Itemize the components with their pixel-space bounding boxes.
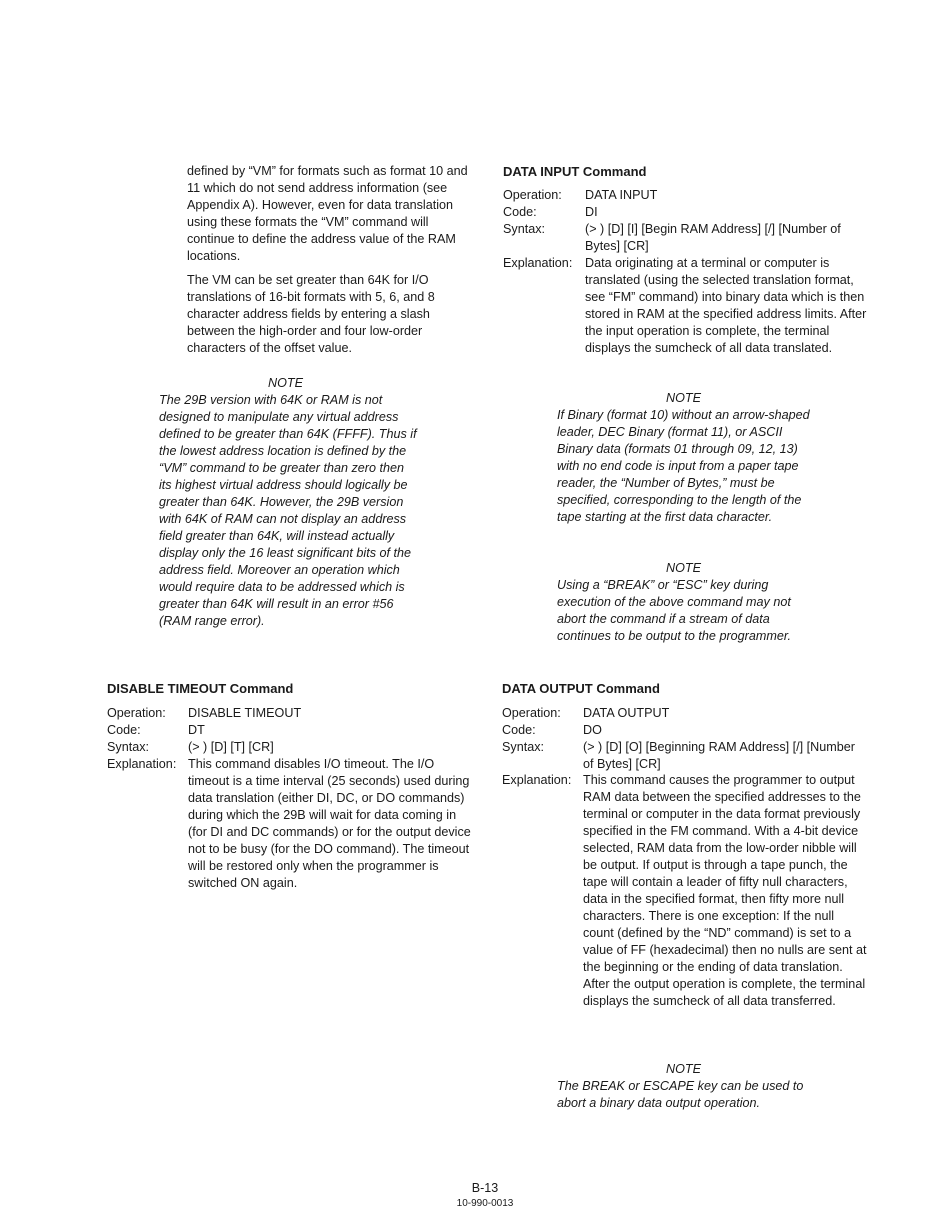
explanation-value: Data originating at a terminal or computer is translated (using the selected translation format, see “FM” command) into binary data which is then stored in RAM at the specified address limits. After the input operation is complete, the terminal displays the sumcheck of all data translated. (585, 256, 867, 355)
syntax-value: (> ) [D] [T] [CR] (188, 740, 274, 754)
data-input-note2-text: Using a “BREAK” or “ESC” key during execution of the above command may not abort the command if a stream of data continues to be output to the programmer. (557, 578, 792, 643)
disable-timeout-heading: DISABLE TIMEOUT Command (107, 681, 294, 696)
operation-value: DISABLE TIMEOUT (188, 706, 302, 720)
explanation-value: This command causes the programmer to output RAM data between the specified addresses to the terminal or computer in the data format previously specified in the FM command. With a 4-bit device selected, RAM data from the low-order nibble will be output. If output is through a tape punch, the tape will contain a leader of fifty null characters, data in the specified format, then fifty more null characters. There is one exception: If the null count (defined by the “ND” command) is set to a value of FF (hexadecimal) then no nulls are sent at the beginning or the ending of data translation. After the output operation is complete, the terminal displays the sumcheck of all data transferred. (583, 773, 867, 1008)
disable-timeout-syntax-row (107, 739, 472, 756)
data-input-heading: DATA INPUT Command (503, 164, 647, 179)
code-label: Code: (107, 723, 141, 737)
data-output-operation-row (502, 705, 868, 722)
data-output-heading: DATA OUTPUT Command (502, 681, 660, 696)
data-input-explanation-row (503, 255, 870, 357)
syntax-label: Syntax: (503, 222, 545, 236)
vm-paragraph-1: defined by “VM” for formats such as format 10 and 11 which do not send address information (see Appendix A). However, even for data translation using these formats the “VM” command will continue to define the address value of the RAM locations. (187, 164, 468, 263)
operation-label: Operation: (503, 188, 562, 202)
explanation-label: Explanation: (502, 773, 572, 787)
data-input-operation-row (503, 187, 870, 204)
code-label: Code: (503, 205, 537, 219)
syntax-value: (> ) [D] [O] [Beginning RAM Address] [/] [Number of Bytes] [CR] (583, 740, 855, 771)
data-output-explanation-row (502, 772, 868, 1010)
code-value: DI (585, 205, 598, 219)
operation-label: Operation: (502, 706, 561, 720)
vm-note-title: NOTE (268, 376, 303, 390)
disable-timeout-explanation-row (107, 756, 473, 892)
syntax-label: Syntax: (502, 740, 544, 754)
code-label: Code: (502, 723, 536, 737)
code-value: DT (188, 723, 205, 737)
syntax-value: (> ) [D] [I] [Begin RAM Address] [/] [Number of Bytes] [CR] (585, 222, 841, 253)
disable-timeout-operation-row (107, 705, 472, 722)
operation-value: DATA INPUT (585, 188, 658, 202)
page-number: B-13 (471, 1181, 499, 1195)
data-output-note-title: NOTE (666, 1062, 701, 1076)
explanation-value: This command disables I/O timeout. The I/O timeout is a time interval (25 seconds) used during data translation (either DI, DC, or DO commands) during which the 29B will wait for data coming in (for DI and DC commands) or for the output device not to be busy (for the DO command). The timeout will be restored only when the programmer is switched ON again. (188, 757, 471, 890)
data-output-syntax-row (502, 739, 862, 773)
vm-note-text: The 29B version with 64K or RAM is not designed to manipulate any virtual address defined to be greater than 64K (FFFF). Thus if the lowest address location is defined by the “VM” command to be greater than zero then its highest virtual address should logically be greater than 64K. However, the 29B version with 64K of RAM can not display an address field greater than 64K, will instead actually display only the 16 least significant bits of the address field. Moreover an operation which would require data to be addressed which is greater than 64K will result in an error #56 (RAM range error). (159, 393, 417, 628)
operation-label: Operation: (107, 706, 166, 720)
disable-timeout-code-row (107, 722, 472, 739)
explanation-label: Explanation: (107, 757, 177, 771)
data-input-syntax-row (503, 221, 870, 255)
data-input-note1-text: If Binary (format 10) without an arrow-shaped leader, DEC Binary (format 11), or ASCII Binary data (formats 01 through 09, 12, 13) with no end code is input from a paper tape reader, the “Number of Bytes,” must be specified, corresponding to the length of the tape starting at the first data character. (557, 408, 810, 524)
data-input-note2-title: NOTE (666, 561, 701, 575)
data-input-code-row (503, 204, 870, 221)
data-input-note1-title: NOTE (666, 391, 701, 405)
explanation-label: Explanation: (503, 256, 573, 270)
data-output-note-text: The BREAK or ESCAPE key can be used to abort a binary data output operation. (557, 1079, 804, 1110)
document-number: 10-990-0013 (456, 1198, 514, 1209)
vm-paragraph-2: The VM can be set greater than 64K for I/O translations of 16-bit formats with 5, 6, and 8 character address fields by entering a slash between the high-order and four low-order characters of the offset value. (187, 273, 435, 355)
syntax-label: Syntax: (107, 740, 149, 754)
code-value: DO (583, 723, 602, 737)
data-output-code-row (502, 722, 868, 739)
operation-value: DATA OUTPUT (583, 706, 670, 720)
